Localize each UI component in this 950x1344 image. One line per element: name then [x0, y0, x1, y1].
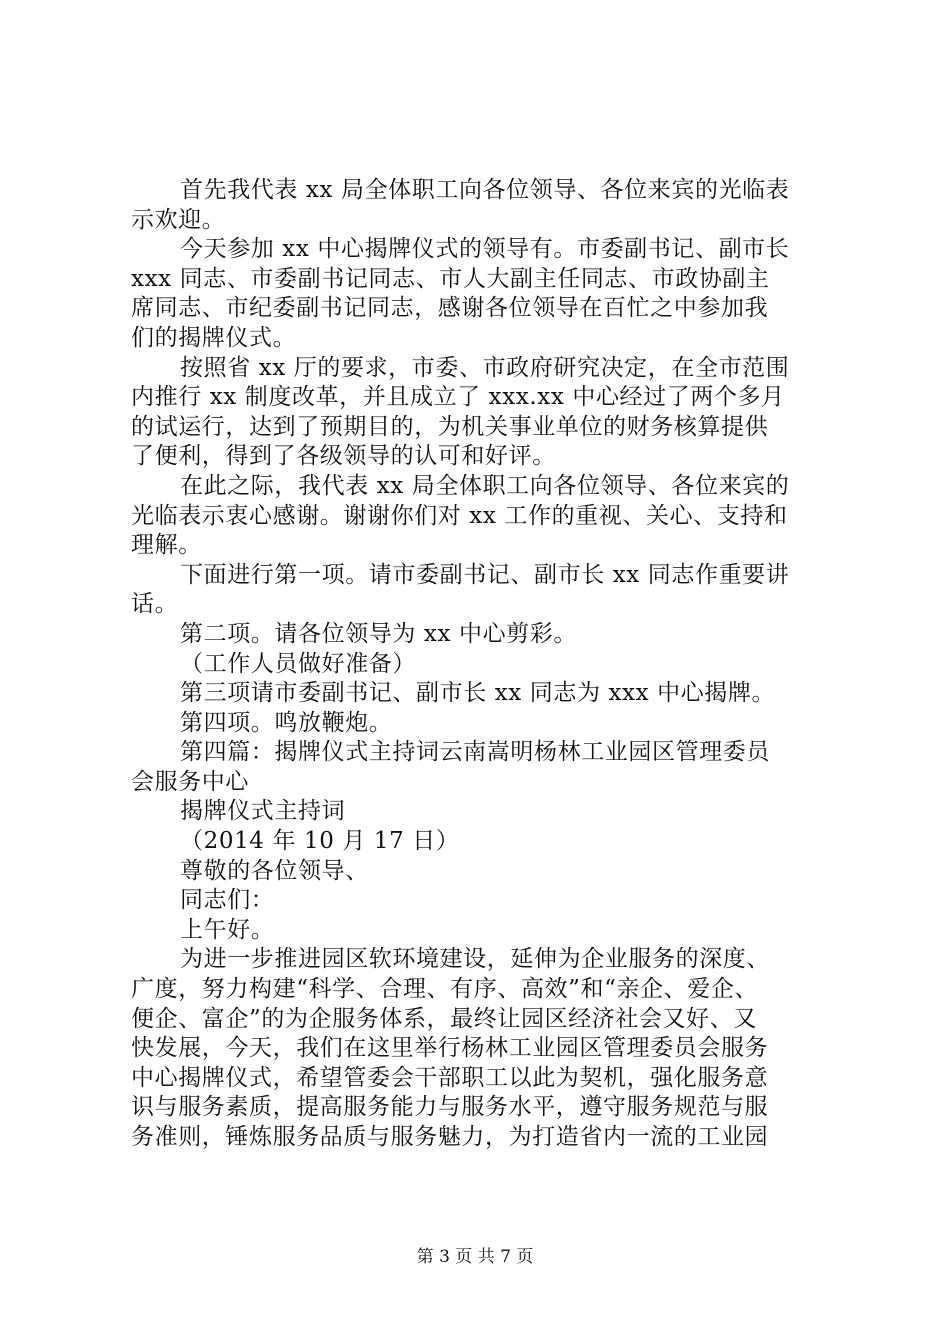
text-line: 便企、富企”的为企服务体系，最终让园区经济社会又好、又 [131, 1005, 757, 1032]
text-line: 理解。 [131, 532, 202, 559]
text-line: 第三项请市委副书记、副市长 xx 同志为 xxx 中心揭牌。 [180, 680, 776, 707]
text-line: 上午好。 [180, 916, 275, 943]
text-line: 尊敬的各位领导、 [180, 857, 369, 884]
text-line: 了便利，得到了各级领导的认可和好评。 [131, 443, 556, 470]
document-body [131, 176, 831, 1153]
text-line: 第四项。鸣放鞭炮。 [180, 709, 393, 736]
text-line: 同志们： [180, 887, 275, 914]
text-line: 识与服务素质，提高服务能力与服务水平，遵守服务规范与服 [131, 1094, 769, 1121]
text-line: 光临表示衷心感谢。谢谢你们对 xx 工作的重视、关心、支持和 [131, 502, 788, 529]
text-line: 下面进行第一项。请市委副书记、副市长 xx 同志作重要讲 [180, 561, 790, 588]
text-line: 揭牌仪式主持词 [180, 798, 346, 825]
text-line: 们的揭牌仪式。 [131, 324, 297, 351]
text-line: 示欢迎。 [131, 206, 226, 233]
text-line: 的试运行，达到了预期目的，为机关事业单位的财务核算提供 [131, 413, 769, 440]
text-line: 按照省 xx 厅的要求，市委、市政府研究决定，在全市范围 [180, 354, 790, 381]
text-line: 话。 [131, 591, 179, 618]
text-line: 首先我代表 xx 局全体职工向各位领导、各位来宾的光临表 [180, 177, 790, 203]
text-line: 内推行 xx 制度改革，并且成立了 xxx.xx 中心经过了两个多月 [131, 384, 785, 411]
text-line: 务准则，锤炼服务品质与服务魅力，为打造省内一流的工业园 [131, 1124, 769, 1150]
page-footer: 第 3 页 共 7 页 [416, 1247, 534, 1267]
text-line: 第四篇：揭牌仪式主持词云南嵩明杨林工业园区管理委员 [180, 739, 770, 766]
text-line: 广度，努力构建“科学、合理、有序、高效”和“亲企、爱企、 [131, 976, 759, 1003]
text-line: 会服务中心 [131, 768, 249, 795]
text-line: 席同志、市纪委副书记同志，感谢各位领导在百忙之中参加我 [131, 295, 769, 322]
text-line: xxx 同志、市委副书记同志、市人大副主任同志、市政协副主 [131, 265, 770, 292]
text-line: （2014 年 10 月 17 日） [180, 828, 460, 855]
text-line: 中心揭牌仪式，希望管委会干部职工以此为契机，强化服务意 [131, 1064, 769, 1091]
text-line: （工作人员做好准备） [180, 650, 416, 677]
text-line: 今天参加 xx 中心揭牌仪式的领导有。市委副书记、副市长 [180, 236, 790, 263]
text-line: 第二项。请各位领导为 xx 中心剪彩。 [180, 620, 577, 647]
text-line: 在此之际，我代表 xx 局全体职工向各位领导、各位来宾的 [180, 472, 790, 499]
text-line: 为进一步推进园区软环境建设，延伸为企业服务的深度、 [180, 946, 770, 973]
text-line: 快发展，今天，我们在这里举行杨林工业园区管理委员会服务 [131, 1035, 769, 1062]
